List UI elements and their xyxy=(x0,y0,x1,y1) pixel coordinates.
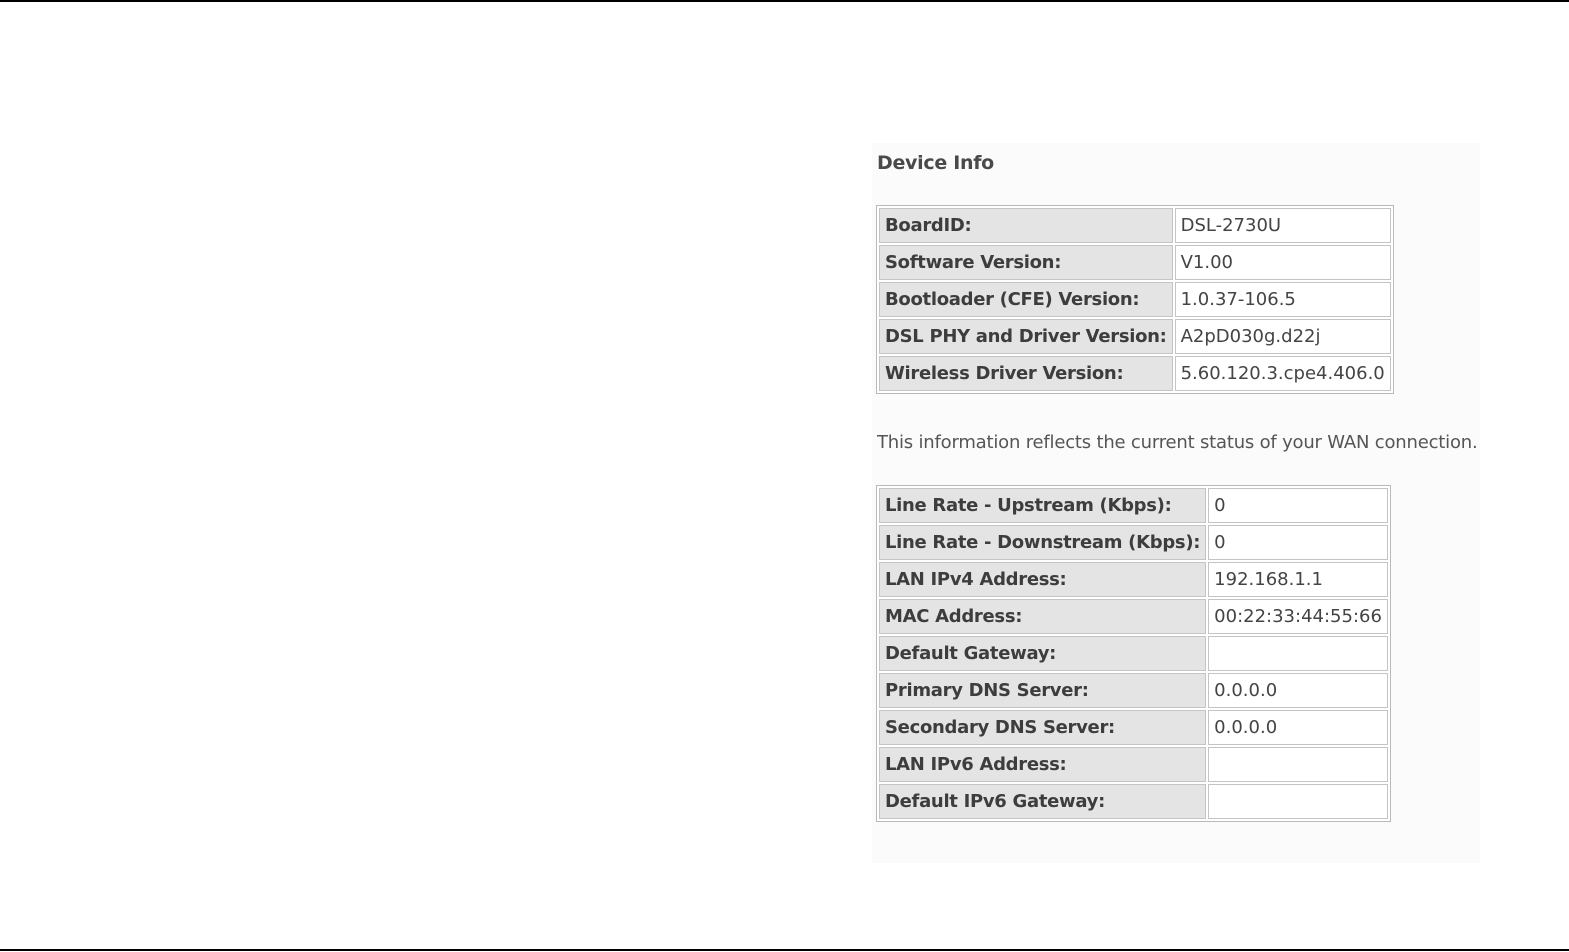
top-divider xyxy=(0,0,1569,2)
table-row-mac-address xyxy=(879,599,1388,634)
secondary-dns-value: 0.0.0.0 xyxy=(1208,710,1388,745)
lan-ipv6-value xyxy=(1208,747,1388,782)
bootloader-version-value: 1.0.37-106.5 xyxy=(1175,282,1391,317)
dsl-phy-version-label: DSL PHY and Driver Version: xyxy=(879,319,1173,354)
table-row-board-id xyxy=(879,208,1391,243)
mac-address-label: MAC Address: xyxy=(879,599,1206,634)
board-id-value: DSL-2730U xyxy=(1175,208,1391,243)
default-gateway-value xyxy=(1208,636,1388,671)
table-row-upstream-rate xyxy=(879,488,1388,523)
upstream-rate-value: 0 xyxy=(1208,488,1388,523)
table-row-wireless-driver-version xyxy=(879,356,1391,391)
bottom-divider xyxy=(0,949,1569,951)
secondary-dns-label: Secondary DNS Server: xyxy=(879,710,1206,745)
table-row-default-gateway xyxy=(879,636,1388,671)
table-row-lan-ipv4 xyxy=(879,562,1388,597)
bootloader-version-label: Bootloader (CFE) Version: xyxy=(879,282,1173,317)
board-id-label: BoardID: xyxy=(879,208,1173,243)
mac-address-value: 00:22:33:44:55:66 xyxy=(1208,599,1388,634)
lan-ipv4-label: LAN IPv4 Address: xyxy=(879,562,1206,597)
wan-status-note: This information reflects the current status of your WAN connection. xyxy=(877,432,1478,453)
table-row-bootloader-version xyxy=(879,282,1391,317)
default-gateway-label: Default Gateway: xyxy=(879,636,1206,671)
table-row-dsl-phy-version xyxy=(879,319,1391,354)
table-row-secondary-dns xyxy=(879,710,1388,745)
table-row-downstream-rate xyxy=(879,525,1388,560)
table-row-primary-dns xyxy=(879,673,1388,708)
dsl-phy-version-value: A2pD030g.d22j xyxy=(1175,319,1391,354)
primary-dns-label: Primary DNS Server: xyxy=(879,673,1206,708)
wireless-driver-version-label: Wireless Driver Version: xyxy=(879,356,1173,391)
default-ipv6-gateway-label: Default IPv6 Gateway: xyxy=(879,784,1206,819)
lan-ipv4-value: 192.168.1.1 xyxy=(1208,562,1388,597)
default-ipv6-gateway-value xyxy=(1208,784,1388,819)
device-info-table xyxy=(876,205,1394,394)
downstream-rate-value: 0 xyxy=(1208,525,1388,560)
software-version-label: Software Version: xyxy=(879,245,1173,280)
table-row-lan-ipv6 xyxy=(879,747,1388,782)
table-row-software-version xyxy=(879,245,1391,280)
upstream-rate-label: Line Rate - Upstream (Kbps): xyxy=(879,488,1206,523)
primary-dns-value: 0.0.0.0 xyxy=(1208,673,1388,708)
table-row-default-ipv6-gateway xyxy=(879,784,1388,819)
software-version-value: V1.00 xyxy=(1175,245,1391,280)
downstream-rate-label: Line Rate - Downstream (Kbps): xyxy=(879,525,1206,560)
page-title: Device Info xyxy=(877,152,994,174)
lan-ipv6-label: LAN IPv6 Address: xyxy=(879,747,1206,782)
wireless-driver-version-value: 5.60.120.3.cpe4.406.0 xyxy=(1175,356,1391,391)
wan-status-table xyxy=(876,485,1391,822)
